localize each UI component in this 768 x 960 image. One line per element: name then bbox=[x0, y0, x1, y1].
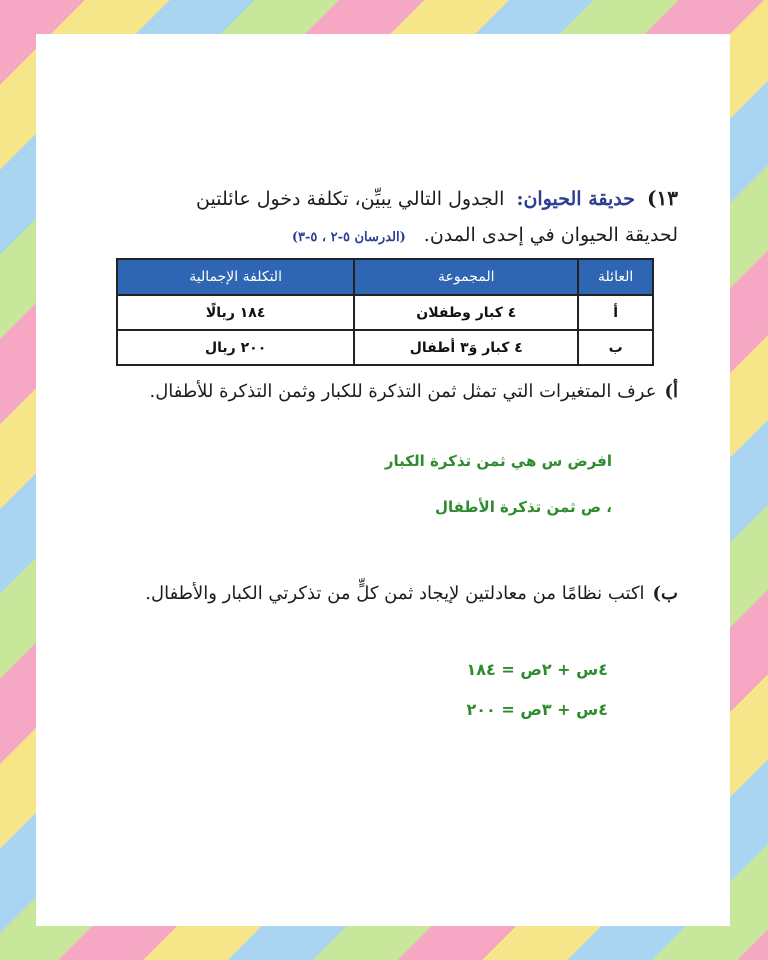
header-group: المجموعة bbox=[354, 259, 578, 295]
part-a-text: عرف المتغيرات التي تمثل ثمن التذكرة للكبار وثمن التذكرة للأطفال. bbox=[149, 381, 657, 402]
part-a-answer-line2: ، ص ثمن تذكرة الأطفال bbox=[434, 498, 612, 516]
cell-cost: ١٨٤ ريالًا bbox=[117, 295, 354, 330]
cell-family: أ bbox=[578, 295, 653, 330]
problem-number: ١٣) bbox=[647, 186, 678, 210]
cost-table bbox=[116, 258, 654, 366]
part-b-label: ب) bbox=[652, 583, 678, 604]
problem-title: حديقة الحيوان: bbox=[516, 188, 635, 210]
table-row bbox=[117, 295, 653, 330]
problem-statement-line2: لحديقة الحيوان في إحدى المدن. bbox=[423, 224, 678, 246]
cell-group: ٤ كبار وطفلان bbox=[354, 295, 578, 330]
part-b-question bbox=[118, 576, 678, 612]
table-row bbox=[117, 330, 653, 365]
cell-group: ٤ كبار وَ٣ أطفال bbox=[354, 330, 578, 365]
equation-1: ٤س + ٢ص = ١٨٤ bbox=[466, 660, 608, 679]
part-b-text: اكتب نظامًا من معادلتين لإيجاد ثمن كلٍّ من تذكرتي الكبار والأطفال. bbox=[145, 583, 645, 604]
part-a-answer-line1: افرض س هي ثمن تذكرة الكبار bbox=[384, 452, 612, 470]
worksheet-card bbox=[36, 34, 730, 926]
header-total-cost: التكلفة الإجمالية bbox=[117, 259, 354, 295]
lesson-reference: (الدرسان ٥-٢ ، ٥-٣) bbox=[291, 230, 406, 245]
problem-header bbox=[78, 180, 678, 256]
table-header-row bbox=[117, 259, 653, 295]
part-a-question bbox=[78, 374, 678, 410]
cell-family: ب bbox=[578, 330, 653, 365]
cell-cost: ٢٠٠ ريال bbox=[117, 330, 354, 365]
header-family: العائلة bbox=[578, 259, 653, 295]
problem-statement-line1: الجدول التالي يبيِّن، تكلفة دخول عائلتين bbox=[196, 188, 505, 210]
part-a-label: أ) bbox=[664, 381, 678, 402]
equation-2: ٤س + ٣ص = ٢٠٠ bbox=[466, 700, 608, 719]
